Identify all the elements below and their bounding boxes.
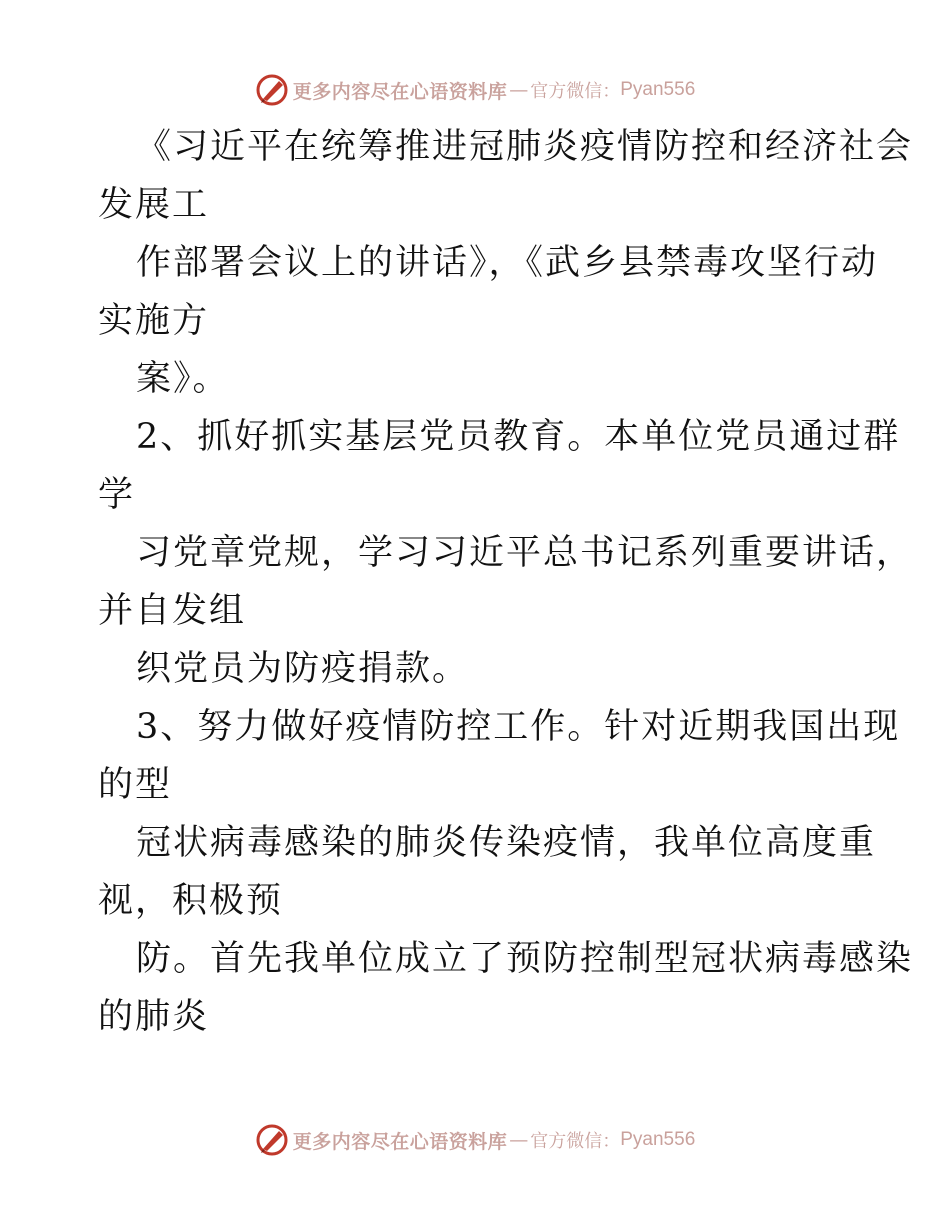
banner-wechat-label: 官方微信： bbox=[530, 1131, 621, 1152]
footer-banner bbox=[0, 1120, 950, 1160]
banner-dash: — bbox=[509, 79, 529, 101]
pen-logo-icon bbox=[255, 1123, 289, 1157]
text-line: 实施方 bbox=[98, 301, 210, 341]
text-line: 的型 bbox=[98, 765, 173, 805]
text-line: 防。首先我单位成立了预防控制型冠状病毒感染 bbox=[136, 939, 914, 979]
banner-dash: — bbox=[509, 1129, 529, 1151]
text-line: 案》。 bbox=[136, 359, 230, 399]
text-line: 发展工 bbox=[98, 185, 210, 225]
text-line: 3、努力做好疫情防控工作。针对近期我国出现 bbox=[136, 707, 901, 747]
text-line: 并自发组 bbox=[98, 591, 247, 631]
text-line: 2、抓好抓实基层党员教育。本单位党员通过群 bbox=[136, 417, 901, 457]
banner-wechat-id: Pyan556 bbox=[620, 79, 696, 100]
banner-main-text: 更多内容尽在心语资料库 bbox=[292, 80, 508, 103]
text-line: 的肺炎 bbox=[98, 997, 210, 1037]
header-banner bbox=[0, 70, 950, 110]
text-line: 作部署会议上的讲话》，《武乡县禁毒攻坚行动 bbox=[136, 243, 879, 283]
text-line: 学 bbox=[98, 475, 136, 515]
text-line: 视，积极预 bbox=[98, 881, 284, 921]
text-line: 《习近平在统筹推进冠肺炎疫情防控和经济社会 bbox=[136, 127, 914, 167]
text-line: 织党员为防疫捐款。 bbox=[136, 649, 470, 689]
text-line: 冠状病毒感染的肺炎传染疫情，我单位高度重 bbox=[136, 823, 877, 863]
pen-logo-icon bbox=[255, 73, 289, 107]
banner-main-text: 更多内容尽在心语资料库 bbox=[292, 1130, 508, 1153]
banner-wechat-label: 官方微信： bbox=[530, 81, 621, 102]
banner-wechat-id: Pyan556 bbox=[620, 1129, 696, 1150]
text-line: 习党章党规，学习习近平总书记系列重要讲话， bbox=[136, 533, 914, 573]
